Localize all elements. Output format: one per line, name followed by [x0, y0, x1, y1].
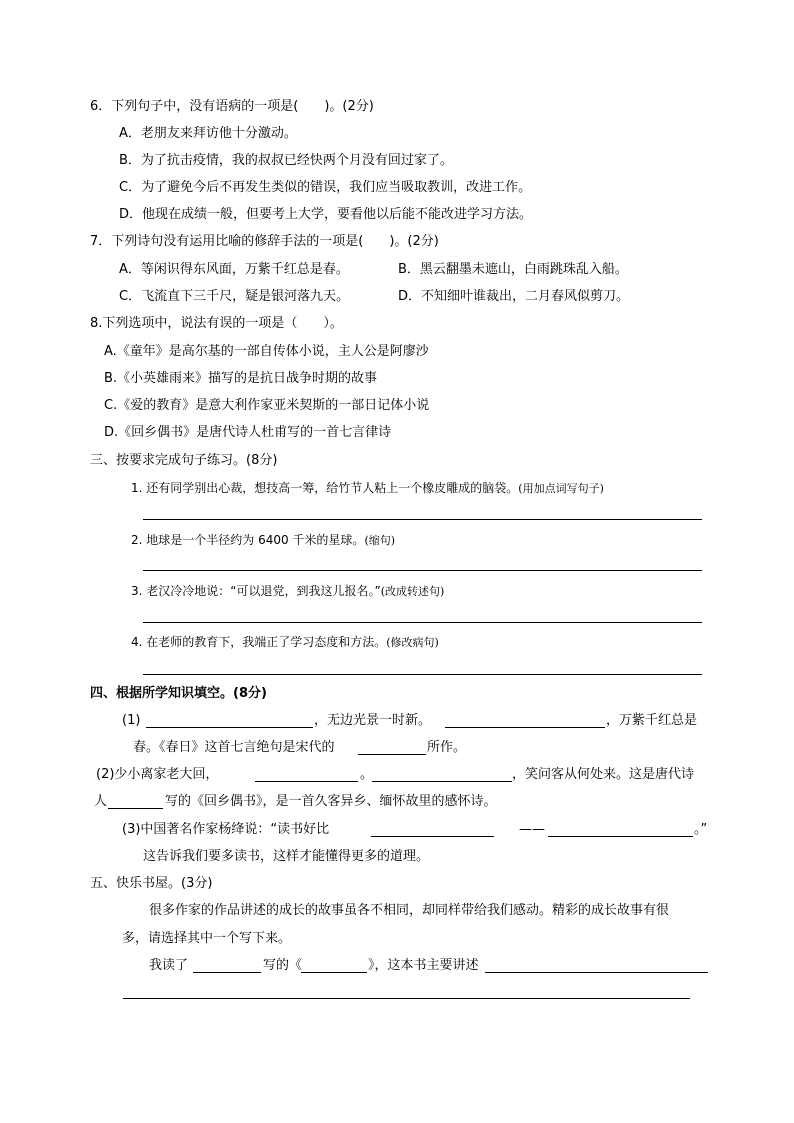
s4-3-text: (3)中国著名作家杨绛说：“读书好比	[122, 822, 330, 837]
s4-3-line2: 这告诉我们要多读书，这样才能懂得更多的道理。	[143, 849, 430, 864]
s4-2-text: (2)少小离家老大回，	[96, 767, 219, 782]
s4-blank-5[interactable]	[372, 781, 512, 782]
s3-item-1-text: 1. 还有同学别出心裁，想技高一筹，给竹节人粘上一个橡皮雕成的脑袋。	[131, 481, 519, 495]
q6-option-b: B．为了抗击疫情，我的叔叔已经快两个月没有回过家了。	[119, 153, 453, 168]
s3-item-2-answer-line[interactable]	[143, 570, 702, 571]
q7-stem: 7．下列诗句没有运用比喻的修辞手法的一项是( )。(2分)	[90, 234, 439, 249]
s3-item-4-text: 4. 在老师的教育下，我端正了学习态度和方法。	[131, 635, 387, 649]
s4-blank-8[interactable]	[548, 836, 693, 837]
s5-author-blank[interactable]	[193, 972, 261, 973]
s3-item-1-note: (用加点词写句子)	[518, 482, 604, 495]
s3-item-3-text: 3. 老汉冷冷地说：“可以退党，到我这儿报名。”	[131, 584, 381, 598]
s4-blank-6[interactable]	[108, 808, 163, 809]
q6-option-d: D．他现在成绩一般，但要考上大学，要看他以后能不能改进学习方法。	[119, 207, 533, 222]
q7-option-d: D．不知细叶谁裁出，二月春风似剪刀。	[398, 289, 630, 304]
s4-2-line2-start: 人	[94, 794, 108, 809]
q8-stem: 8.下列选项中，说法有误的一项是（ ）。	[90, 316, 343, 331]
s5-write-text-2: 》，这本书主要讲述	[368, 958, 479, 973]
s4-1-text-2: ，万紫千红总是	[606, 713, 698, 728]
s4-1-line2: 春。《春日》这首七言绝句是宋代的	[133, 740, 335, 755]
section-5-title: 五、快乐书屋。(3分)	[90, 876, 213, 891]
s5-paragraph-line-2: 多，请选择其中一个写下来。	[122, 931, 292, 946]
s4-1-label: (1)	[122, 713, 141, 728]
s4-1-text: ，无边光景一时新。	[314, 713, 432, 728]
section-3-title: 三、按要求完成句子练习。(8分)	[90, 453, 278, 468]
q7-option-a: A．等闲识得东风面，万紫千红总是春。	[119, 262, 349, 277]
s4-blank-1[interactable]	[146, 727, 313, 728]
s5-content-blank-2[interactable]	[123, 998, 690, 999]
s3-item-1-answer-line[interactable]	[143, 519, 702, 520]
s5-paragraph-line-1: 很多作家的作品讲述的成长的故事虽各不相同，却同样带给我们感动。精彩的成长故事有很	[149, 903, 670, 918]
s5-content-blank[interactable]	[485, 972, 708, 973]
s4-blank-7[interactable]	[371, 836, 494, 837]
q7-option-c: C．飞流直下三千尺，疑是银河落九天。	[119, 289, 350, 304]
s3-item-2	[131, 532, 395, 549]
s3-item-4	[131, 634, 439, 651]
s3-item-3	[131, 583, 444, 600]
s3-item-2-text: 2. 地球是一个半径约为 6400 千米的星球。	[131, 533, 365, 547]
s5-write-text: 写的《	[263, 958, 303, 973]
s3-item-2-note: (缩句)	[364, 534, 396, 547]
q8-option-c: C.《爱的教育》是意大利作家亚米契斯的一部日记体小说	[104, 398, 430, 413]
s4-blank-3[interactable]	[358, 754, 426, 755]
s5-write-label: 我读了	[149, 958, 189, 973]
s3-item-3-answer-line[interactable]	[143, 622, 702, 623]
s4-3-end: 。”	[694, 822, 708, 837]
q8-option-a: A.《童年》是高尔基的一部自传体小说，主人公是阿廖沙	[104, 344, 429, 359]
s4-2-line2: 写的《回乡偶书》，是一首久客异乡、缅怀故里的感怀诗。	[165, 794, 497, 809]
s4-3-dash: ——	[519, 822, 545, 837]
q6-option-a: A．老朋友来拜访他十分激动。	[119, 126, 297, 141]
s3-item-4-note: (修改病句)	[386, 636, 439, 649]
s4-1-line2-end: 所作。	[427, 740, 467, 755]
s3-item-4-answer-line[interactable]	[143, 674, 702, 675]
s4-blank-2[interactable]	[445, 727, 605, 728]
q8-option-d: D.《回乡偶书》是唐代诗人杜甫写的一首七言律诗	[104, 425, 392, 440]
q6-stem: 6．下列句子中，没有语病的一项是( )。(2分)	[90, 99, 374, 114]
q7-option-b: B．黑云翻墨未遮山，白雨跳珠乱入船。	[398, 262, 628, 277]
s3-item-1	[131, 480, 604, 497]
section-4-title: 四、根据所学知识填空。(8分)	[90, 686, 267, 701]
s4-blank-4[interactable]	[255, 781, 358, 782]
s4-2-text-2: ，笑问客从何处来。这是唐代诗	[512, 767, 695, 782]
s5-title-blank[interactable]	[301, 972, 367, 973]
q6-option-c: C．为了避免今后不再发生类似的错误，我们应当吸取教训，改进工作。	[119, 180, 532, 195]
q8-option-b: B.《小英雄雨来》描写的是抗日战争时期的故事	[104, 371, 378, 386]
s4-2-period: 。	[360, 767, 374, 782]
s3-item-3-note: (改成转述句)	[380, 585, 445, 598]
